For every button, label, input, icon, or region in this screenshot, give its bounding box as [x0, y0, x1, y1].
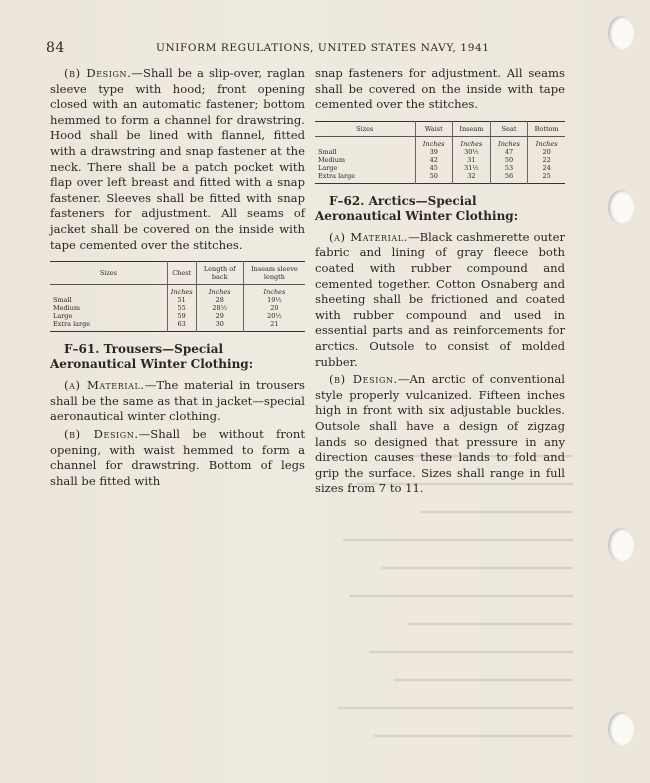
table-cell: 50 — [490, 156, 528, 164]
f62-design-paragraph — [315, 372, 565, 497]
table-header: Bottom — [528, 121, 565, 136]
table-row — [50, 296, 305, 304]
size-label: Medium — [318, 155, 346, 164]
f61-material-paragraph — [50, 378, 305, 425]
design-paragraph — [50, 66, 305, 253]
binder-hole — [608, 190, 634, 224]
table-row — [50, 320, 305, 332]
table-cell: 30½ — [453, 148, 491, 156]
design-text: —Shall be a slip-over, raglan sleeve type with hood; front opening closed with an automatic fastener; bottom hemmed to form a channel for drawstring. Hood shall be lined with flannel, fitted with a drawstring and snap fastener at the neck. There shall be a patch pocket with flap over left breast and fitted with a snap fastener. Sleeves shall be fitted with snap fasteners for adjustment. All seams of jacket shall be covered on the inside with tape cemented over the stitches. — [50, 66, 306, 252]
f62-material-paragraph — [315, 230, 565, 370]
size-label: Medium — [53, 304, 81, 313]
unit-cell: Inches — [167, 285, 196, 297]
table-row — [315, 156, 565, 164]
table-cell: 29 — [196, 312, 243, 320]
table-cell: 55 — [167, 304, 196, 312]
binder-hole — [608, 712, 634, 746]
size-label: Extra large — [53, 320, 91, 329]
table-cell: 50 — [415, 172, 453, 184]
table-header: Inseam sleeve length — [243, 262, 305, 285]
table-cell: 42 — [415, 156, 453, 164]
bleed-through-texture — [318, 455, 573, 755]
f61-design-paragraph — [50, 427, 305, 489]
design-label: (b) Design. — [64, 426, 139, 441]
page-number: 84 — [46, 40, 65, 56]
design-text: —Shall be without front opening, with waist hemmed to form a channel for drawstring. Bottom of legs shall be fitted with — [50, 426, 305, 488]
unit-cell: Inches — [243, 285, 305, 297]
unit-cell: Inches — [415, 136, 453, 148]
material-label: (a) Material. — [329, 229, 408, 244]
size-label: Small — [53, 296, 72, 305]
section-heading-f62: F–62. Arctics—Special Aeronautical Winter Clothing: — [315, 193, 519, 223]
size-label: Large — [318, 163, 338, 172]
table-cell: 63 — [167, 320, 196, 332]
design-label: (b) Design. — [329, 372, 398, 387]
table-cell: 19½ — [243, 296, 305, 304]
running-title: UNIFORM REGULATIONS, UNITED STATES NAVY, 1941 — [156, 42, 490, 54]
table-header: Length of back — [196, 262, 243, 285]
table-row — [315, 148, 565, 156]
binder-hole — [608, 528, 634, 562]
table-row — [50, 312, 305, 320]
table-header: Sizes — [315, 121, 415, 136]
binder-hole — [608, 16, 634, 50]
table-cell — [315, 136, 415, 148]
unit-cell: Inches — [453, 136, 491, 148]
table-cell: 20 — [528, 148, 565, 156]
table-cell: 28½ — [196, 304, 243, 312]
table-cell: 31 — [453, 156, 491, 164]
right-column — [315, 66, 565, 499]
table-cell: 25 — [528, 172, 565, 184]
jacket-sizes-table — [50, 261, 305, 332]
table-row — [315, 172, 565, 184]
table-row — [50, 304, 305, 312]
material-text: —Black cashmerette outer fabric and lining of gray fleece both coated with rubber compound and cemented together. Cotton Osnaberg and sheeting shall be frictioned and coated with rubber compound and used in essential parts and as reinforcements for arctics. Outsole to consist of molded rubber. — [315, 229, 565, 369]
unit-cell: Inches — [196, 285, 243, 297]
table-cell: 32 — [453, 172, 491, 184]
table-header: Inseam — [453, 121, 491, 136]
unit-cell: Inches — [490, 136, 528, 148]
material-text: —The material in trousers shall be the same as that in jacket—special aeronautical winter clothing. — [50, 378, 306, 424]
table-cell: 51 — [167, 296, 196, 304]
material-label: (a) Material. — [64, 378, 145, 393]
table-cell: 45 — [415, 164, 453, 172]
design-text: —An arctic of conventional style properly vulcanized. Fifteen inches high in front with six adjustable buckles. Outsole shall have a design of zigzag lands so designed that pressure in any direction causes these lands to fold and grip the surface. Sizes shall range in full sizes from 7 to 11. — [315, 372, 565, 496]
size-label: Small — [318, 147, 337, 156]
unit-cell: Inches — [528, 136, 565, 148]
table-cell: 56 — [490, 172, 528, 184]
table-header: Seat — [490, 121, 528, 136]
table-cell: 39 — [415, 148, 453, 156]
size-label: Extra large — [318, 171, 356, 180]
table-cell: 28 — [196, 296, 243, 304]
table-cell: 30 — [196, 320, 243, 332]
left-column — [50, 66, 305, 491]
table-cell: 24 — [528, 164, 565, 172]
continuation-paragraph: snap fasteners for adjustment. All seams shall be covered on the inside with tape cemented over the stitches. — [315, 66, 565, 112]
design-label: (b) Design. — [64, 66, 132, 80]
table-cell: 31½ — [453, 164, 491, 172]
table-cell: 53 — [490, 164, 528, 172]
table-row — [315, 164, 565, 172]
table-header: Waist — [415, 121, 453, 136]
table-cell: 21 — [243, 320, 305, 332]
table-cell: 20½ — [243, 312, 305, 320]
table-cell: 59 — [167, 312, 196, 320]
table-cell: 22 — [528, 156, 565, 164]
table-header: Chest — [167, 262, 196, 285]
table-cell: 20 — [243, 304, 305, 312]
table-header: Sizes — [50, 262, 167, 285]
size-label: Large — [53, 312, 73, 321]
section-heading-f61: F–61. Trousers—Special Aeronautical Winter Clothing: — [50, 342, 254, 372]
table-cell: 47 — [490, 148, 528, 156]
trousers-sizes-table — [315, 121, 565, 184]
table-cell — [50, 285, 167, 297]
